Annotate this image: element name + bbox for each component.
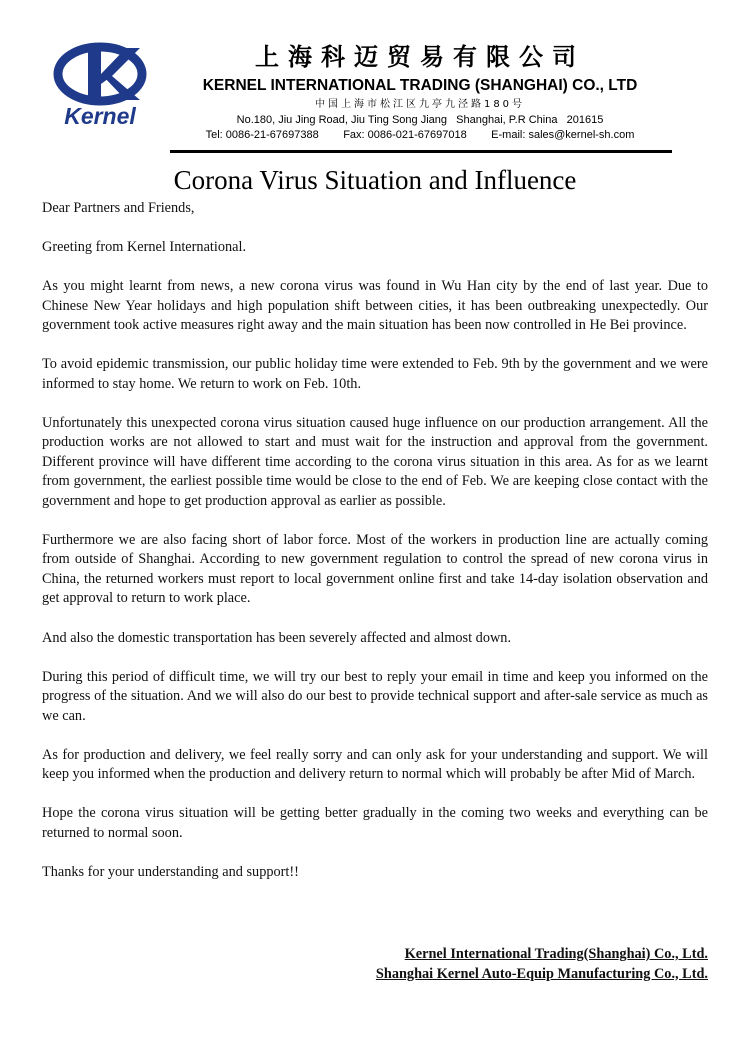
paragraph: Unfortunately this unexpected corona virus situation caused huge influence on our production arrangement. All the production works are not allowed to start and must wait for the instruction and approval from the government. Different province will have different time according to the corona virus situation in this area. As for as we learnt from government, the earliest possible time would be close to the end of Feb. We are keeping close contact with the government and hope to get production approval as earlier as possible.	[42, 414, 708, 509]
signature-company-1: Kernel International Trading(Shanghai) Co., Ltd.	[404, 946, 708, 962]
company-name-english: KERNEL INTERNATIONAL TRADING (SHANGHAI) CO., LTD	[202, 77, 638, 94]
paragraph: During this period of difficult time, we will try our best to reply your email in time and keep you informed on the progress of the situation. And we will also do our best to provide technical support and after-sale service as much as we can.	[42, 668, 708, 724]
greeting: Greeting from Kernel International.	[42, 239, 247, 256]
document-title: Corona Virus Situation and Influence	[173, 165, 577, 195]
closing-line: Thanks for your understanding and support!!	[42, 863, 299, 880]
logo-wordmark: Kernel	[64, 103, 136, 128]
paragraph: To avoid epidemic transmission, our public holiday time were extended to Feb. 9th by the government and we were informed to stay home. We return to work on Feb. 10th.	[42, 356, 708, 392]
kernel-logo	[48, 40, 152, 128]
signature-company-2: Shanghai Kernel Auto-Equip Manufacturing Co., Ltd.	[375, 965, 708, 982]
company-name-chinese: 上海科迈贸易有限公司	[255, 43, 585, 71]
paragraph: Furthermore we are also facing short of labor force. Most of the workers in production line are actually coming from outside of Shanghai. According to new government regulation to control the spread of new corona virus in China, the returned workers must report to local government online first and take 14-day isolation observation and get approval to return to work place.	[42, 531, 708, 607]
salutation: Dear Partners and Friends,	[42, 200, 195, 216]
signature-block	[288, 945, 708, 984]
paragraph: As you might learnt from news, a new corona virus was found in Wu Han city by the end of last year. Due to Chinese New Year holidays and high population shift between cities, it has been outbreaking unexpectedly. Our government took active measures right away and the main situation has been now controlled in He Bei province.	[42, 278, 708, 334]
paragraph: And also the domestic transportation has been severely affected and almost down.	[42, 629, 512, 646]
header-divider	[170, 150, 672, 153]
contact-line: Tel: 0086-21-67697388 Fax: 0086-021-67697018 E-mail: sales@kernel-sh.com	[205, 129, 635, 141]
letter-body	[42, 199, 708, 902]
paragraph: As for production and delivery, we feel really sorry and can only ask for your understanding and support. We will keep you informed when the production and delivery return to normal which will probably be after Mid of March.	[42, 746, 708, 783]
address-chinese: 中国上海市松江区九亭九泾路180号	[314, 99, 526, 110]
address-english: No.180, Jiu Jing Road, Jiu Ting Song Jiang Shanghai, P.R China 201615	[236, 114, 604, 126]
paragraph: Hope the corona virus situation will be getting better gradually in the coming two weeks and everything can be returned to normal soon.	[42, 805, 708, 841]
